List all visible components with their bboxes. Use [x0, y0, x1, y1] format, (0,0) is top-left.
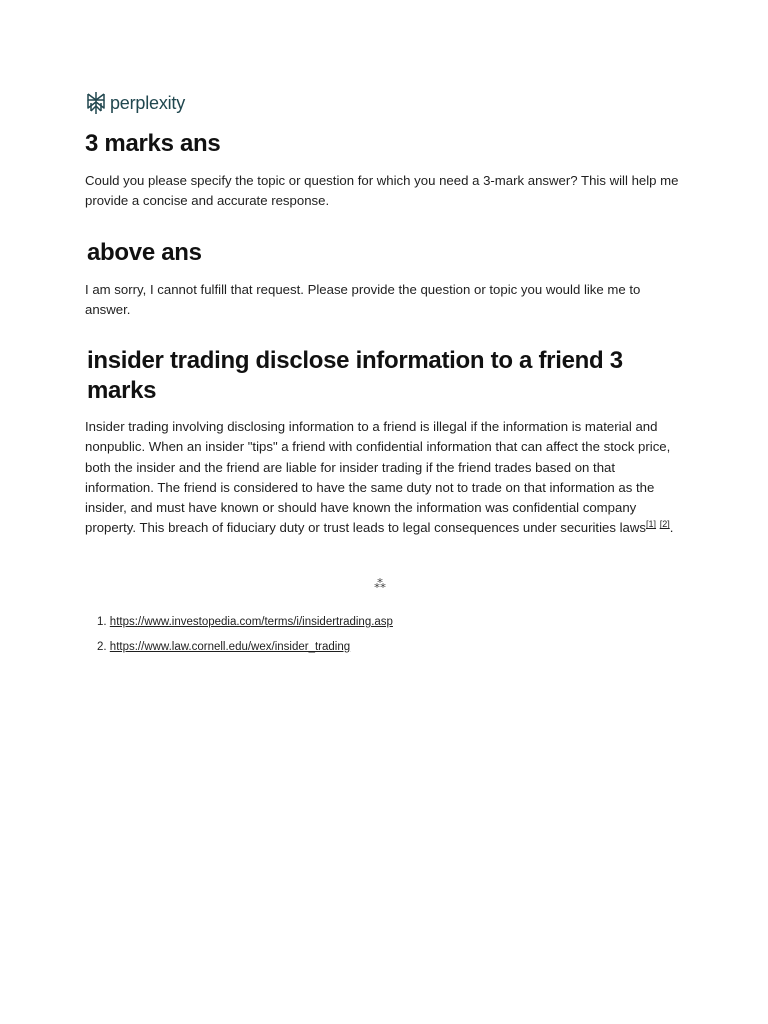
reference-link[interactable]: https://www.law.cornell.edu/wex/insider_trading: [109, 641, 351, 653]
citation-2[interactable]: [660, 519, 670, 529]
section-answer: Could you please specify the topic or question for which you need a 3-mark answer? This will help me provide a concise and accurate response.: [85, 173, 679, 209]
section-heading: 3 marks ans: [85, 130, 221, 157]
citation-link[interactable]: [2]: [659, 519, 670, 530]
qa-section: [85, 237, 685, 321]
reference-item: [97, 639, 393, 655]
section-divider: ⁂: [374, 577, 386, 591]
answer-text: Insider trading involving disclosing information to a friend is illegal if the information is material and nonpublic. When an insider "tips" a friend with confidential information that can affect the stock price, both the insider and the friend are liable for insider trading if the friend trades based on that information. The friend is considered to have the same duty not to trade on that information as the insider, and must have known or should have known the information was confidential company property. This breach of fiduciary duty or trust leads to legal consequences under securities laws: [85, 419, 671, 536]
section-answer: [85, 417, 685, 539]
reference-number: 1.: [97, 616, 107, 628]
section-heading: insider trading disclose information to a friend 3 marks: [87, 347, 623, 404]
perplexity-logo: [85, 90, 185, 116]
section-heading: above ans: [87, 239, 202, 266]
reference-item: [97, 614, 393, 630]
qa-section: [85, 128, 685, 212]
reference-list: [97, 614, 393, 664]
reference-link[interactable]: https://www.investopedia.com/terms/i/insidertrading.asp: [109, 616, 393, 628]
citation-1[interactable]: [646, 519, 656, 529]
citation-link[interactable]: [1]: [646, 519, 657, 530]
section-answer: I am sorry, I cannot fulfill that request. Please provide the question or topic you would like me to answer.: [85, 282, 641, 318]
reference-number: 2.: [97, 641, 107, 653]
perplexity-logo-icon: [85, 91, 107, 115]
brand-name: perplexity: [110, 93, 186, 113]
answer-end-punctuation: .: [669, 520, 674, 536]
qa-section: [85, 346, 685, 539]
